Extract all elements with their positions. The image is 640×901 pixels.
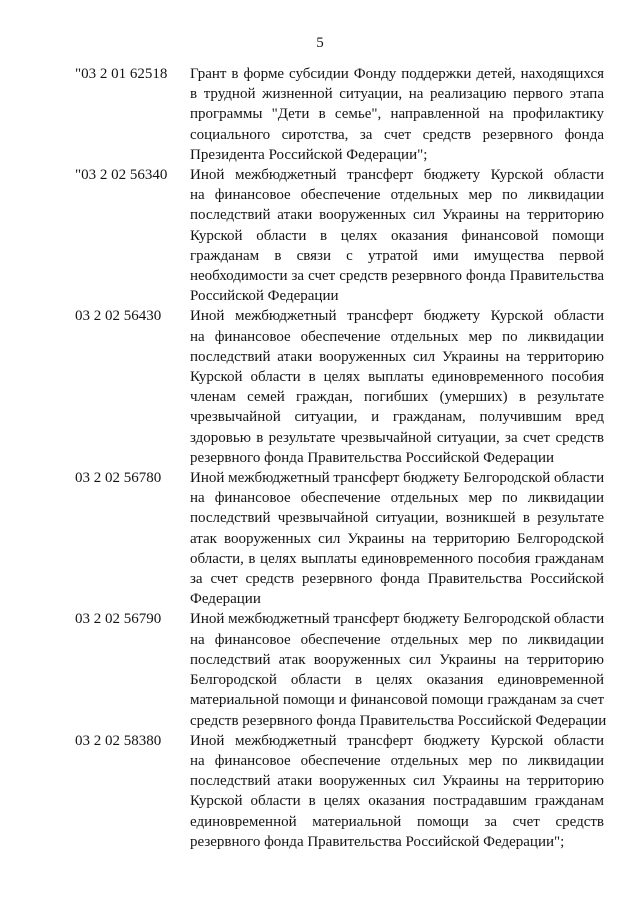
budget-code-description: [190, 468, 604, 609]
description-line: Иной межбюджетный трансферт бюджету Курской области: [190, 308, 604, 325]
description-line: резервного фонда Правительства Российской Федерации: [190, 449, 555, 466]
budget-code: 03 2 02 56780: [75, 470, 162, 487]
description-line: на финансовое обеспечение отдельных мер по ликвидации: [190, 187, 604, 204]
description-line: Федерации: [190, 591, 261, 608]
list-item: [0, 609, 640, 730]
list-item: [0, 306, 640, 468]
description-line: на финансовое обеспечение отдельных мер по ликвидации: [190, 752, 604, 769]
description-line: Президента Российской Федерации";: [190, 146, 428, 163]
budget-code-description: [190, 731, 604, 852]
description-line: чрезвычайной ситуации, и гражданам, получившим вред: [190, 409, 604, 426]
description-line: здоровью в результате чрезвычайной ситуации, за счет средств: [190, 429, 604, 446]
description-line: последствий чрезвычайной ситуации, возникшей в результате: [190, 510, 604, 527]
description-line: Иной межбюджетный трансферт бюджету Белгородской области: [190, 611, 605, 628]
description-line: за счет средств резервного фонда Правительства Российской: [190, 571, 604, 588]
description-line: Курской области в целях оказания финансовой помощи: [190, 227, 604, 244]
description-line: Иной межбюджетный трансферт бюджету Белгородской области: [190, 470, 605, 487]
description-line: Белгородской области в целях оказания единовременной: [190, 672, 604, 689]
list-item: [0, 64, 640, 165]
description-line: Иной межбюджетный трансферт бюджету Курской области: [190, 167, 604, 184]
list-item: [0, 731, 640, 852]
description-line: Грант в форме субсидии Фонду поддержки детей, находящихся: [190, 66, 604, 82]
budget-code: "03 2 01 62518: [75, 66, 168, 82]
description-line: последствий атаки вооруженных сил Украины на территорию: [190, 207, 604, 224]
description-line: Курской области в целях оказания пострадавшим гражданам: [190, 793, 604, 810]
description-line: области, в целях выплаты единовременного пособия гражданам: [190, 550, 604, 567]
description-line: социального сиротства, за счет средств резервного фонда: [190, 126, 604, 143]
description-line: Иной межбюджетный трансферт бюджету Курской области: [190, 732, 604, 749]
description-line: членам семей граждан, погибших (умерших) в результате: [190, 389, 604, 406]
description-line: программы "Дети в семье", направленной на профилактику: [190, 106, 604, 123]
description-line: на финансовое обеспечение отдельных мер по ликвидации: [190, 328, 604, 345]
budget-code-description: [190, 64, 604, 165]
budget-code: 03 2 02 56790: [75, 611, 162, 628]
budget-code: 03 2 02 58380: [75, 732, 162, 749]
budget-code-description: [190, 609, 607, 730]
description-line: атак вооруженных сил Украины на территорию Белгородской: [190, 530, 604, 547]
description-line: средств резервного фонда Правительства Российской Федерации: [190, 712, 607, 729]
description-line: единовременной материальной помощи за счет средств: [190, 813, 604, 830]
budget-code: 03 2 02 56430: [75, 308, 162, 325]
description-line: последствий атаки вооруженных сил Украины на территорию: [190, 348, 604, 365]
description-line: на финансовое обеспечение отдельных мер по ликвидации: [190, 631, 604, 648]
budget-code: "03 2 02 56340: [75, 167, 168, 184]
page-number: 5: [316, 35, 324, 51]
list-item: [0, 468, 640, 609]
description-line: в трудной жизненной ситуации, на реализацию первого этапа: [190, 86, 604, 103]
budget-code-description: [190, 306, 604, 468]
description-line: последствий атак вооруженных сил Украины на территорию: [190, 651, 604, 668]
budget-code-list: [0, 64, 640, 852]
description-line: материальной помощи и финансовой помощи гражданам за счет: [190, 692, 604, 709]
list-item: [0, 165, 640, 306]
description-line: Курской области в целях выплаты единовременного пособия: [190, 369, 604, 386]
budget-code-description: [190, 165, 604, 306]
description-line: резервного фонда Правительства Российской Федерации";: [190, 833, 565, 850]
description-line: последствий атаки вооруженных сил Украины на территорию: [190, 773, 604, 790]
description-line: Российской Федерации: [190, 288, 339, 305]
description-line: гражданам в связи с утратой ими имущества первой: [190, 247, 604, 264]
description-line: на финансовое обеспечение отдельных мер по ликвидации: [190, 490, 604, 507]
description-line: необходимости за счет средств резервного фонда Правительства: [190, 268, 604, 285]
